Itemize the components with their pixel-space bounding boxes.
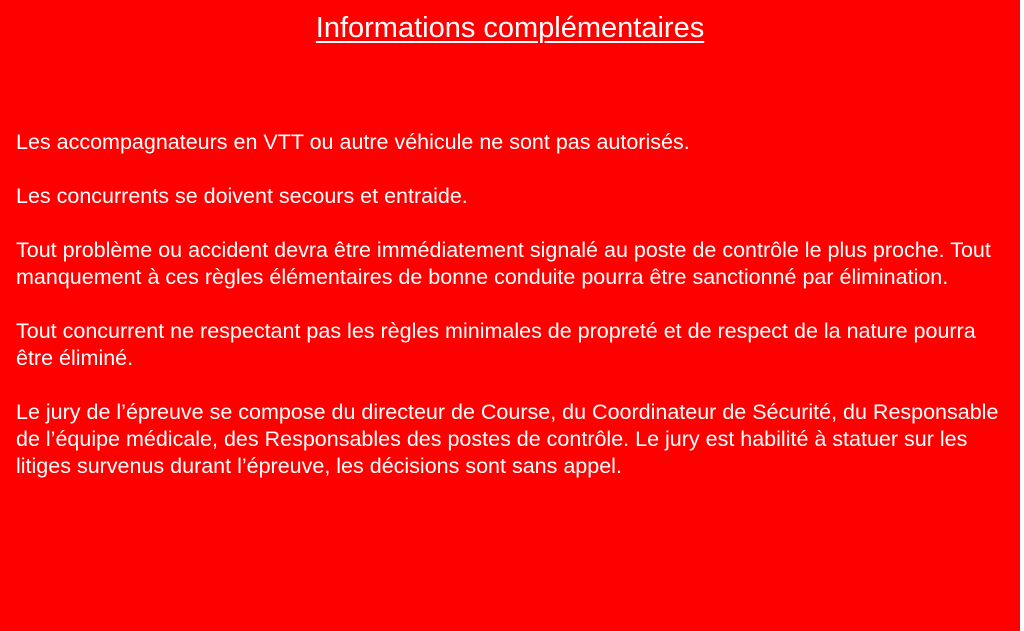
page-edge (1020, 0, 1024, 631)
rules-content (16, 129, 1006, 507)
paragraph-incident-reporting: Tout problème ou accident devra être immédiatement signalé au poste de contrôle le plus proche. Tout manquement à ces règles élémentaires de bonne conduite pourra être sanctionné par élimination. (16, 238, 991, 289)
page-title: Informations complémentaires (315, 12, 705, 44)
paragraph-escorts: Les accompagnateurs en VTT ou autre véhicule ne sont pas autorisés. (16, 130, 690, 154)
paragraph-mutual-aid: Les concurrents se doivent secours et entraide. (16, 184, 468, 208)
paragraph-jury: Le jury de l’épreuve se compose du directeur de Course, du Coordinateur de Sécurité, du Responsable de l’équipe médicale, des Responsables des postes de contrôle. Le jury est habilité à statuer sur les litiges survenus durant l’épreuve, les décisions sont sans appel. (16, 400, 999, 478)
paragraph-environment: Tout concurrent ne respectant pas les règles minimales de propreté et de respect de la nature pourra être éliminé. (16, 319, 976, 370)
